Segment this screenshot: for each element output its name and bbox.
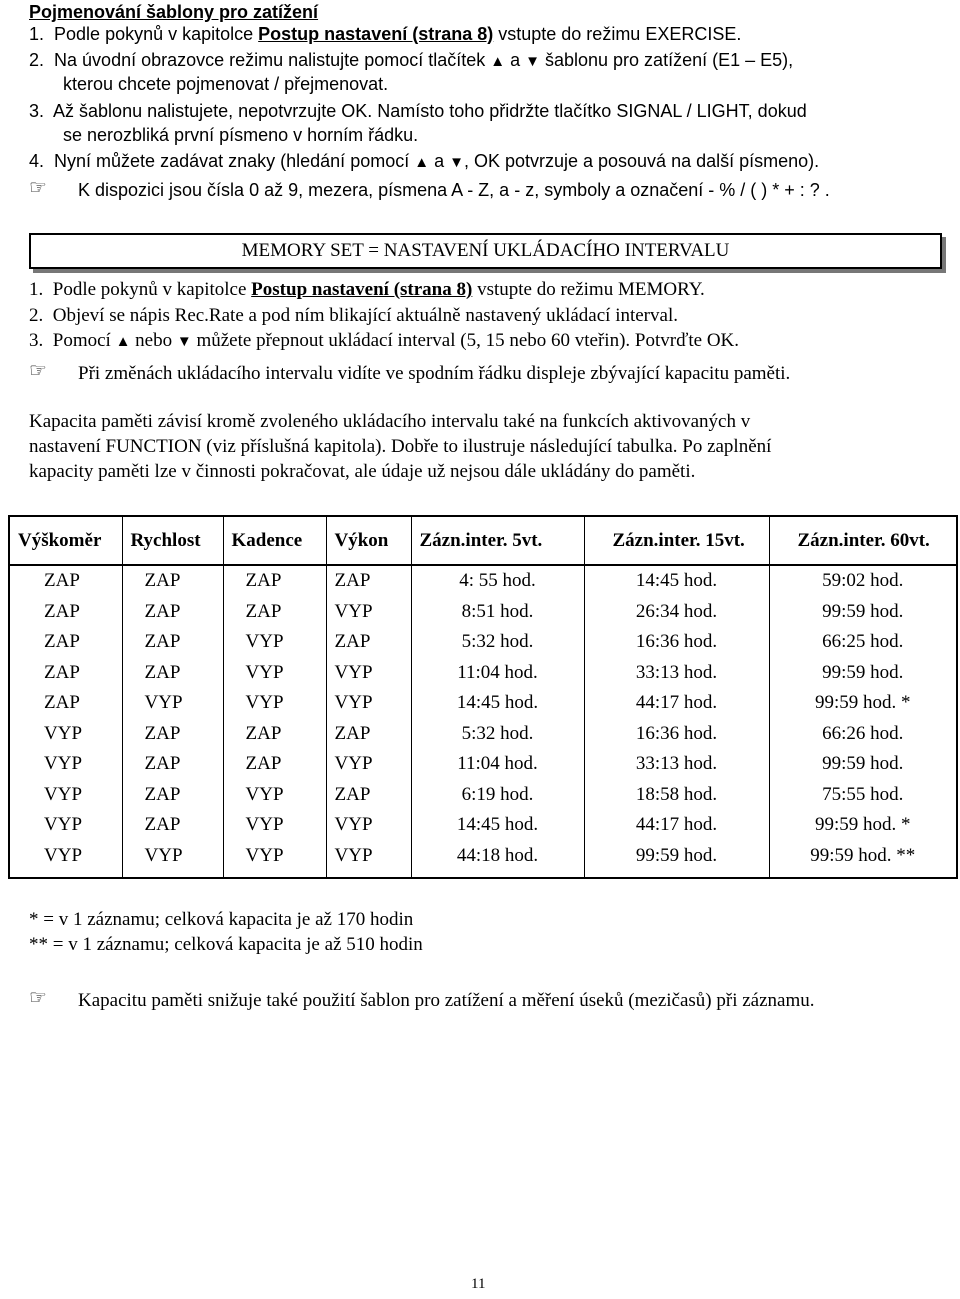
paragraph-line: nastavení FUNCTION (viz příslušná kapitola). Dobře to ilustruje následující tabulka. Po zaplnění (29, 436, 772, 457)
table-cell: ZAP (122, 810, 223, 841)
table-cell: 4: 55 hod. (411, 565, 584, 597)
table-cell: 33:13 hod. (584, 658, 769, 689)
item-text: nebo (130, 330, 177, 351)
item-text: vstupte do režimu MEMORY. (472, 279, 705, 300)
item-number: 4. (29, 151, 45, 171)
table-cell: VYP (223, 688, 326, 719)
list-item (29, 151, 819, 172)
column-header: Zázn.inter. 5vt. (411, 516, 584, 565)
table-cell: ZAP (122, 627, 223, 658)
table-cell: VYP (326, 597, 411, 628)
table-cell: 14:45 hod. (411, 688, 584, 719)
table-cell: 16:36 hod. (584, 627, 769, 658)
paragraph-line: Kapacita paměti závisí kromě zvoleného ukládacího intervalu také na funkcích aktivovaných v (29, 411, 751, 432)
item-text: Pomocí (52, 330, 116, 351)
item-text: můžete přepnout ukládací interval (5, 15 nebo 60 vteřin). Potvrďte OK. (191, 330, 740, 351)
note-text: Kapacitu paměti snižuje také použití šablon pro zatížení a měření úseků (mezičasů) při záznamu. (78, 990, 815, 1011)
item-text: Na úvodní obrazovce režimu nalistujte pomocí tlačítek (54, 50, 491, 70)
table-cell: VYP (326, 688, 411, 719)
table-cell: ZAP (9, 627, 122, 658)
item-number: 1. (29, 279, 44, 300)
pointing-hand-icon: ☞ (29, 177, 47, 199)
pointing-hand-icon: ☞ (29, 987, 47, 1009)
pointing-hand-icon: ☞ (29, 360, 47, 382)
table-cell: 5:32 hod. (411, 627, 584, 658)
memory-capacity-table (8, 515, 958, 879)
table-cell: ZAP (326, 780, 411, 811)
table-cell: VYP (326, 658, 411, 689)
table-cell: ZAP (326, 719, 411, 750)
table-cell: ZAP (223, 749, 326, 780)
table-cell: 5:32 hod. (411, 719, 584, 750)
table-cell: 6:19 hod. (411, 780, 584, 811)
table-row (9, 841, 957, 879)
footnote: ** = v 1 záznamu; celková kapacita je až 510 hodin (29, 934, 423, 955)
table-cell: ZAP (122, 780, 223, 811)
table-row (9, 749, 957, 780)
note-text: Při změnách ukládacího intervalu vidíte ve spodním řádku displeje zbývající kapacitu paměti. (78, 363, 791, 384)
table-cell: ZAP (223, 719, 326, 750)
table-cell: 11:04 hod. (411, 658, 584, 689)
list-item (29, 50, 793, 71)
table-cell: 99:59 hod. * (769, 688, 957, 719)
table-cell: VYP (223, 810, 326, 841)
table-cell: 18:58 hod. (584, 780, 769, 811)
section-title-memory-set: MEMORY SET = NASTAVENÍ UKLÁDACÍHO INTERVALU (241, 240, 730, 261)
table-cell: ZAP (122, 749, 223, 780)
item-number: 1. (29, 24, 45, 44)
item-text: Nyní můžete zadávat znaky (hledání pomocí (54, 151, 415, 171)
up-arrow-icon: ▲ (414, 154, 430, 171)
column-header: Rychlost (122, 516, 223, 565)
table-cell: VYP (9, 719, 122, 750)
table-cell: ZAP (326, 565, 411, 597)
table-cell: VYP (223, 627, 326, 658)
item-number: 3. (29, 330, 44, 351)
column-header: Výškoměr (9, 516, 122, 565)
table-cell: 99:59 hod. ** (769, 841, 957, 879)
table-cell: VYP (326, 841, 411, 879)
column-header: Výkon (326, 516, 411, 565)
table-cell: 26:34 hod. (584, 597, 769, 628)
item-number: 2. (29, 50, 45, 70)
table-cell: 14:45 hod. (584, 565, 769, 597)
section-title-template-naming: Pojmenování šablony pro zatížení (29, 2, 319, 22)
note-text: K dispozici jsou čísla 0 až 9, mezera, písmena A - Z, a - z, symboly a označení - % / ( ) * + : ? . (78, 180, 830, 200)
item-text: se nerozbliká první písmeno v horním řádku. (63, 125, 419, 145)
up-arrow-icon: ▲ (115, 334, 131, 350)
footnote: * = v 1 záznamu; celková kapacita je až 170 hodin (29, 909, 414, 930)
section-title-box (29, 233, 942, 269)
table-cell: 66:26 hod. (769, 719, 957, 750)
table-cell: VYP (223, 658, 326, 689)
down-arrow-icon: ▼ (176, 334, 192, 350)
table-header-row (9, 516, 957, 565)
table-cell: ZAP (326, 627, 411, 658)
item-text: a (429, 151, 450, 171)
table-cell: ZAP (9, 658, 122, 689)
table-cell: VYP (223, 780, 326, 811)
column-header: Zázn.inter. 15vt. (584, 516, 769, 565)
page-link[interactable]: Postup nastavení (strana 8) (251, 279, 473, 300)
table-cell: ZAP (9, 597, 122, 628)
table-cell: VYP (223, 841, 326, 879)
table-cell: ZAP (223, 565, 326, 597)
item-text: šablonu pro zatížení (E1 – E5), (539, 50, 794, 70)
table-row (9, 810, 957, 841)
table-cell: VYP (326, 810, 411, 841)
list-item (29, 101, 807, 122)
table-cell: VYP (326, 749, 411, 780)
item-text: Objeví se nápis Rec.Rate a pod ním blikající aktuálně nastavený ukládací interval. (52, 305, 678, 326)
item-text: a (505, 50, 526, 70)
page-number: 11 (471, 1276, 486, 1292)
item-number: 2. (29, 305, 44, 326)
table-cell: 59:02 hod. (769, 565, 957, 597)
table-cell: 14:45 hod. (411, 810, 584, 841)
table-row (9, 658, 957, 689)
table-row (9, 688, 957, 719)
table-cell: ZAP (122, 719, 223, 750)
table-row (9, 565, 957, 597)
item-text: kterou chcete pojmenovat / přejmenovat. (63, 74, 389, 94)
table-cell: ZAP (122, 597, 223, 628)
table-row (9, 597, 957, 628)
table-row (9, 780, 957, 811)
table-cell: 33:13 hod. (584, 749, 769, 780)
table-cell: 99:59 hod. (769, 749, 957, 780)
list-item (29, 330, 739, 352)
table-cell: 99:59 hod. * (769, 810, 957, 841)
down-arrow-icon: ▼ (449, 154, 464, 171)
list-item (29, 279, 705, 301)
table-cell: 99:59 hod. (584, 841, 769, 879)
list-item (29, 24, 741, 45)
column-header: Kadence (223, 516, 326, 565)
page-link[interactable]: Postup nastavení (strana 8) (258, 24, 494, 44)
list-item (29, 305, 678, 327)
table-cell: VYP (9, 749, 122, 780)
item-text: , OK potvrzuje a posouvá na další písmeno). (463, 151, 820, 171)
table-cell: 66:25 hod. (769, 627, 957, 658)
table-cell: VYP (9, 810, 122, 841)
table-row (9, 719, 957, 750)
table-cell: VYP (9, 780, 122, 811)
item-text: Až šablonu nalistujete, nepotvrzujte OK. Namísto toho přidržte tlačítko SIGNAL / LIGHT, dokud (53, 101, 807, 121)
table-cell: 44:17 hod. (584, 810, 769, 841)
item-text: vstupte do režimu EXERCISE. (493, 24, 742, 44)
table-cell: ZAP (122, 565, 223, 597)
table-cell: ZAP (122, 658, 223, 689)
item-text: Podle pokynů v kapitolce (54, 24, 259, 44)
item-number: 3. (29, 101, 45, 121)
table-cell: 16:36 hod. (584, 719, 769, 750)
table-cell: 99:59 hod. (769, 597, 957, 628)
table-cell: ZAP (9, 688, 122, 719)
paragraph-line: kapacity paměti lze v činnosti pokračovat, ale údaje už nejsou dále ukládány do paměti. (29, 461, 696, 482)
table-cell: ZAP (9, 565, 122, 597)
table-cell: 11:04 hod. (411, 749, 584, 780)
table-cell: VYP (9, 841, 122, 879)
column-header: Zázn.inter. 60vt. (769, 516, 957, 565)
up-arrow-icon: ▲ (490, 53, 506, 70)
table-cell: 75:55 hod. (769, 780, 957, 811)
table-cell: 44:17 hod. (584, 688, 769, 719)
table-cell: 99:59 hod. (769, 658, 957, 689)
table-cell: 44:18 hod. (411, 841, 584, 879)
table-cell: VYP (122, 688, 223, 719)
table-cell: ZAP (223, 597, 326, 628)
table-cell: VYP (122, 841, 223, 879)
table-row (9, 627, 957, 658)
item-text: Podle pokynů v kapitolce (52, 279, 252, 300)
table-cell: 8:51 hod. (411, 597, 584, 628)
down-arrow-icon: ▼ (525, 53, 540, 70)
